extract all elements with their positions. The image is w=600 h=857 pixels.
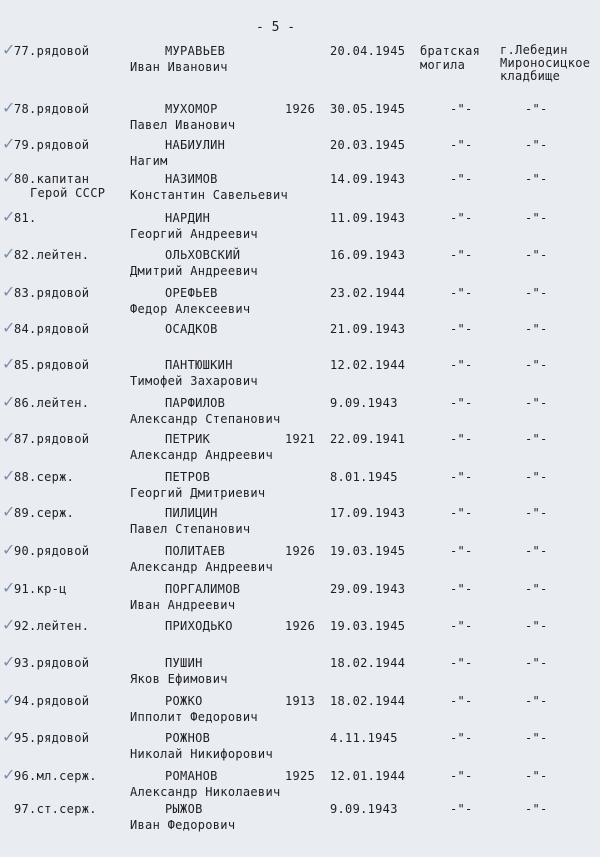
surname: РОМАНОВ: [165, 769, 218, 783]
death-date: 21.09.1943: [330, 322, 406, 336]
surname: НАБИУЛИН: [165, 138, 226, 152]
surname: ПИЛИЦИН: [165, 506, 218, 520]
cemetery: -"-: [525, 358, 548, 372]
cemetery: -"-: [525, 432, 548, 446]
cemetery: -"-: [525, 769, 548, 783]
table-row: [0, 318, 600, 358]
cemetery: -"-: [525, 506, 548, 520]
birth-year: 1925: [285, 769, 316, 783]
rank: 84.рядовой: [14, 322, 90, 336]
checkmark-icon: ✓: [2, 318, 16, 337]
rank: 90.рядовой: [14, 544, 90, 558]
surname: ОЛЬХОВСКИЙ: [165, 248, 241, 262]
burial-place: -"-: [450, 432, 473, 446]
rank: 79.рядовой: [14, 138, 90, 152]
rank: 82.лейтен.: [14, 248, 90, 262]
table-row: [0, 282, 600, 322]
checkmark-icon: ✓: [2, 40, 16, 59]
rank: 77.рядовой: [14, 44, 90, 58]
surname: ПАНТЮШКИН: [165, 358, 233, 372]
death-date: 16.09.1943: [330, 248, 406, 262]
death-date: 17.09.1943: [330, 506, 406, 520]
rank: 81.: [14, 211, 37, 225]
cemetery: -"-: [525, 248, 548, 262]
surname: ПОРГАЛИМОВ: [165, 582, 241, 596]
given-names: Николай Никифорович: [130, 747, 273, 761]
checkmark-icon: ✓: [2, 727, 16, 746]
checkmark-icon: ✓: [2, 354, 16, 373]
burial-place: -"-: [450, 769, 473, 783]
given-names: Александр Андреевич: [130, 560, 273, 574]
rank: 89.серж.: [14, 506, 75, 520]
rank-note: Герой СССР: [30, 186, 106, 200]
surname: ПЕТРИК: [165, 432, 211, 446]
given-names: Иван Андреевич: [130, 598, 236, 612]
burial-place: -"-: [450, 248, 473, 262]
death-date: 8.01.1945: [330, 470, 398, 484]
surname: РОЖНОВ: [165, 731, 211, 745]
given-names: Константин Савельевич: [130, 188, 289, 202]
death-date: 9.09.1943: [330, 396, 398, 410]
rank: 91.кр-ц: [14, 582, 67, 596]
birth-year: 1913: [285, 694, 316, 708]
checkmark-icon: ✓: [2, 207, 16, 226]
surname: НАРДИН: [165, 211, 211, 225]
given-names: Иван Федорович: [130, 818, 236, 832]
death-date: 18.02.1944: [330, 656, 406, 670]
burial-place: -"-: [450, 656, 473, 670]
surname: ПРИХОДЬКО: [165, 619, 233, 633]
checkmark-icon: ✓: [2, 244, 16, 263]
cemetery: -"-: [525, 731, 548, 745]
rank: 88.серж.: [14, 470, 75, 484]
surname: ПАРФИЛОВ: [165, 396, 226, 410]
cemetery: -"-: [525, 172, 548, 186]
burial-place: -"-: [450, 211, 473, 225]
burial-place: -"-: [450, 172, 473, 186]
table-row: [0, 615, 600, 655]
burial-place: -"-: [450, 582, 473, 596]
given-names: Федор Алексеевич: [130, 302, 251, 316]
birth-year: 1926: [285, 544, 316, 558]
cemetery: -"-: [525, 211, 548, 225]
cemetery: -"-: [525, 694, 548, 708]
death-date: 22.09.1941: [330, 432, 406, 446]
given-names: Георгий Андреевич: [130, 227, 258, 241]
death-date: 11.09.1943: [330, 211, 406, 225]
table-row: [0, 540, 600, 580]
checkmark-icon: ✓: [2, 392, 16, 411]
table-row: [0, 392, 600, 432]
burial-place: -"-: [450, 396, 473, 410]
burial-place: -"-: [450, 102, 473, 116]
death-date: 20.03.1945: [330, 138, 406, 152]
table-row: [0, 798, 600, 838]
table-row: [0, 98, 600, 138]
given-names: Георгий Дмитриевич: [130, 486, 266, 500]
page-number: - 5 -: [256, 20, 296, 35]
given-names: Тимофей Захарович: [130, 374, 258, 388]
table-row: [0, 652, 600, 692]
rank: 78.рядовой: [14, 102, 90, 116]
rank: 92.лейтен.: [14, 619, 90, 633]
checkmark-icon: ✓: [2, 652, 16, 671]
surname: ПЕТРОВ: [165, 470, 211, 484]
given-names: Павел Иванович: [130, 118, 236, 132]
surname: МУРАВЬЕВ: [165, 44, 226, 58]
checkmark-icon: ✓: [2, 134, 16, 153]
checkmark-icon: ✓: [2, 282, 16, 301]
rank: 97.ст.серж.: [14, 802, 97, 816]
burial-place: -"-: [450, 731, 473, 745]
checkmark-icon: ✓: [2, 765, 16, 784]
surname: ОРЕФЬЕВ: [165, 286, 218, 300]
given-names: Нагим: [130, 154, 168, 168]
given-names: Александр Степанович: [130, 412, 281, 426]
checkmark-icon: ✓: [2, 168, 16, 187]
burial-place: братская могила: [420, 44, 481, 72]
death-date: 30.05.1945: [330, 102, 406, 116]
table-row: [0, 578, 600, 618]
cemetery: -"-: [525, 619, 548, 633]
cemetery: -"-: [525, 396, 548, 410]
rank: 95.рядовой: [14, 731, 90, 745]
checkmark-icon: ✓: [2, 502, 16, 521]
burial-place: -"-: [450, 802, 473, 816]
rank: 85.рядовой: [14, 358, 90, 372]
given-names: Иван Иванович: [130, 60, 228, 74]
cemetery: -"-: [525, 102, 548, 116]
given-names: Яков Ефимович: [130, 672, 228, 686]
table-row: [0, 428, 600, 468]
rank: 96.мл.серж.: [14, 769, 97, 783]
table-row: [0, 690, 600, 730]
cemetery: -"-: [525, 322, 548, 336]
checkmark-icon: ✓: [2, 578, 16, 597]
death-date: 12.02.1944: [330, 358, 406, 372]
birth-year: 1921: [285, 432, 316, 446]
cemetery: -"-: [525, 544, 548, 558]
burial-place: -"-: [450, 286, 473, 300]
burial-place: -"-: [450, 358, 473, 372]
checkmark-icon: ✓: [2, 690, 16, 709]
birth-year: 1926: [285, 102, 316, 116]
table-row: [0, 502, 600, 542]
rank: 86.лейтен.: [14, 396, 90, 410]
surname: РОЖКО: [165, 694, 203, 708]
surname: ПУШИН: [165, 656, 203, 670]
cemetery: -"-: [525, 138, 548, 152]
death-date: 29.09.1943: [330, 582, 406, 596]
death-date: 18.02.1944: [330, 694, 406, 708]
burial-place: -"-: [450, 322, 473, 336]
checkmark-icon: ✓: [2, 98, 16, 117]
table-row: [0, 168, 600, 208]
rank: 94.рядовой: [14, 694, 90, 708]
given-names: Павел Степанович: [130, 522, 251, 536]
death-date: 19.03.1945: [330, 544, 406, 558]
table-row: [0, 40, 600, 83]
rank: 93.рядовой: [14, 656, 90, 670]
death-date: 9.09.1943: [330, 802, 398, 816]
cemetery: -"-: [525, 470, 548, 484]
checkmark-icon: ✓: [2, 540, 16, 559]
burial-place: -"-: [450, 619, 473, 633]
death-date: 19.03.1945: [330, 619, 406, 633]
death-date: 23.02.1944: [330, 286, 406, 300]
burial-place: -"-: [450, 694, 473, 708]
table-row: [0, 727, 600, 767]
given-names: Александр Николаевич: [130, 785, 281, 799]
death-date: 12.01.1944: [330, 769, 406, 783]
checkmark-icon: ✓: [2, 615, 16, 634]
checkmark-icon: ✓: [2, 428, 16, 447]
surname: ПОЛИТАЕВ: [165, 544, 226, 558]
given-names: Александр Андреевич: [130, 448, 273, 462]
burial-place: -"-: [450, 470, 473, 484]
death-date: 14.09.1943: [330, 172, 406, 186]
table-row: [0, 466, 600, 506]
burial-place: -"-: [450, 138, 473, 152]
death-date: 20.04.1945: [330, 44, 406, 58]
cemetery: -"-: [525, 286, 548, 300]
rank: 83.рядовой: [14, 286, 90, 300]
burial-place: -"-: [450, 506, 473, 520]
given-names: Ипполит Федорович: [130, 710, 258, 724]
death-date: 4.11.1945: [330, 731, 398, 745]
rank: 80.капитан: [14, 172, 90, 186]
table-row: [0, 244, 600, 284]
table-row: [0, 354, 600, 394]
surname: ОСАДКОВ: [165, 322, 218, 336]
cemetery: г.Лебедин Мироносицкое кладбище: [500, 43, 591, 83]
rank: 87.рядовой: [14, 432, 90, 446]
surname: РЫЖОВ: [165, 802, 203, 816]
birth-year: 1926: [285, 619, 316, 633]
cemetery: -"-: [525, 802, 548, 816]
surname: МУХОМОР: [165, 102, 218, 116]
checkmark-icon: ✓: [2, 466, 16, 485]
given-names: Дмитрий Андреевич: [130, 264, 258, 278]
cemetery: -"-: [525, 582, 548, 596]
table-row: [0, 207, 600, 247]
burial-place: -"-: [450, 544, 473, 558]
surname: НАЗИМОВ: [165, 172, 218, 186]
cemetery: -"-: [525, 656, 548, 670]
